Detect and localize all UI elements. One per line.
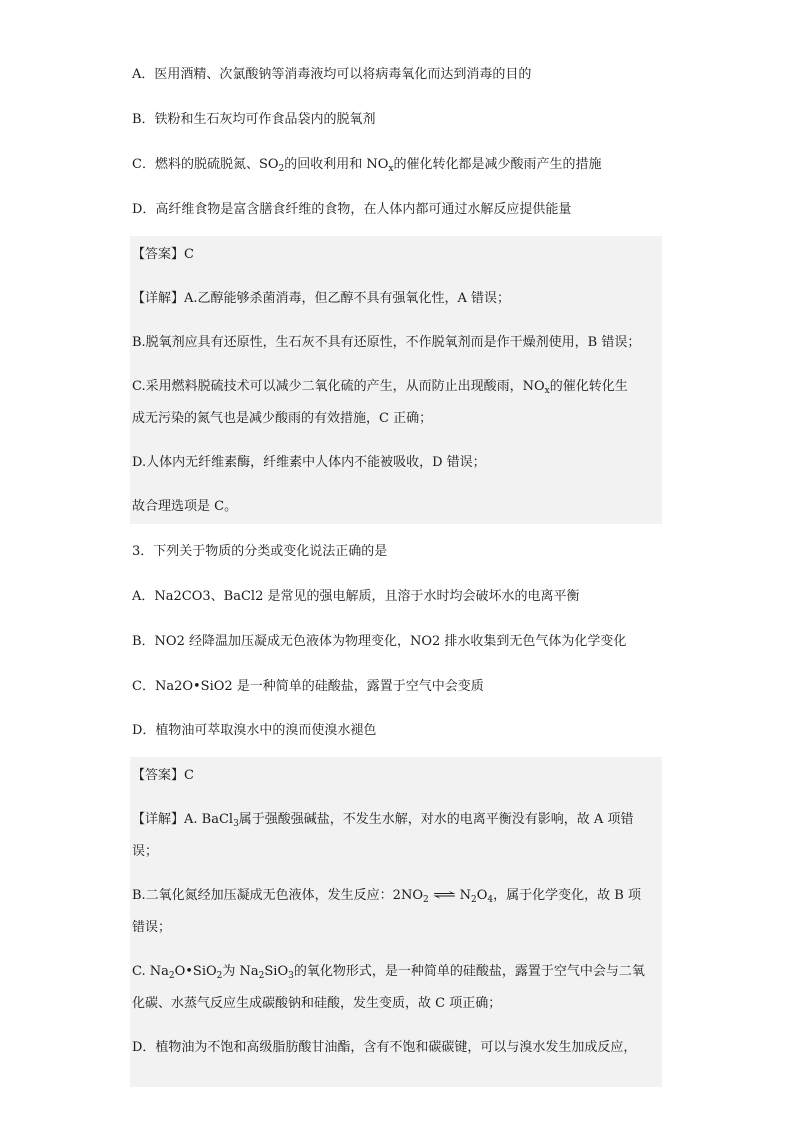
q2-option-c: C．燃料的脱硫脱氮、$SO_2$的回收利用和 $NO_x$的催化转化都是减少酸雨产生的措施 bbox=[132, 157, 602, 174]
q2-conclusion: 故合理选项是 C。 bbox=[132, 499, 238, 514]
q3-detail-c-line1: C. $Na_2O•SiO_2$为 $Na_2SiO_3$的氧化物形式，是一种简单的硅酸盐，露置于空气中会与二氧 bbox=[132, 964, 645, 981]
q3-detail-b-line1: B.二氧化氮经加压凝成无色液体，发生反应：$2NO_2$ ⇌ $N_2O_4$，属于化学变化，故 B 项 bbox=[132, 888, 641, 905]
q2-detail-c-line2: 成无污染的氮气也是减少酸雨的有效措施，C 正确； bbox=[132, 411, 433, 426]
equilibrium-arrow: ⇌ bbox=[432, 888, 457, 903]
q2-detail-b: B.脱氧剂应具有还原性，生石灰不具有还原性，不作脱氧剂而是作干燥剂使用，B 错误； bbox=[132, 335, 641, 350]
q3-answer: 【答案】C bbox=[132, 768, 194, 783]
q3-option-a: A．Na2CO3、BaCl2 是常见的强电解质，且溶于水时均会破坏水的电离平衡 bbox=[132, 589, 580, 604]
q3-answer-block bbox=[130, 757, 662, 1087]
q3-detail-a-line1: 【详解】A. BaCl$_3$属于强酸强碱盐，不发生水解，对水的电离平衡没有影响，故 A 项错 bbox=[132, 812, 634, 829]
q3-detail-c-line2: 化碳、水蒸气反应生成碳酸钠和硅酸，发生变质，故 C 项正确； bbox=[132, 996, 502, 1011]
q2-option-a: A．医用酒精、次氯酸钠等消毒液均可以将病毒氧化而达到消毒的目的 bbox=[132, 67, 532, 82]
q2-detail-c-line1: C.采用燃料脱硫技术可以减少二氧化硫的产生，从而防止出现酸雨，$NO_x$的催化转化生 bbox=[132, 379, 628, 396]
q3-option-d: D．植物油可萃取溴水中的溴而使溴水褪色 bbox=[132, 723, 377, 738]
q2-option-b: B．铁粉和生石灰均可作食品袋内的脱氧剂 bbox=[132, 112, 376, 127]
q3-detail-d: D．植物油为不饱和高级脂肪酸甘油酯，含有不饱和碳碳键，可以与溴水发生加成反应， bbox=[132, 1040, 637, 1055]
q3-question: 3．下列关于物质的分类或变化说法正确的是 bbox=[132, 544, 388, 559]
q2-detail-a: 【详解】A.乙醇能够杀菌消毒，但乙醇不具有强氧化性，A 错误； bbox=[132, 291, 511, 306]
q2-option-d: D．高纤维食物是富含膳食纤维的食物，在人体内都可通过水解反应提供能量 bbox=[132, 202, 572, 217]
q3-detail-a-line2: 误； bbox=[132, 844, 159, 859]
q3-option-c: C．Na2O•SiO2 是一种简单的硅酸盐，露置于空气中会变质 bbox=[132, 679, 484, 694]
q2-answer: 【答案】C bbox=[132, 247, 194, 262]
q3-detail-b-line2: 错误； bbox=[132, 920, 172, 935]
q2-detail-d: D.人体内无纤维素酶，纤维素中人体内不能被吸收，D 错误； bbox=[132, 455, 486, 470]
q3-option-b: B．NO2 经降温加压凝成无色液体为物理变化，NO2 排水收集到无色气体为化学变化 bbox=[132, 634, 627, 649]
